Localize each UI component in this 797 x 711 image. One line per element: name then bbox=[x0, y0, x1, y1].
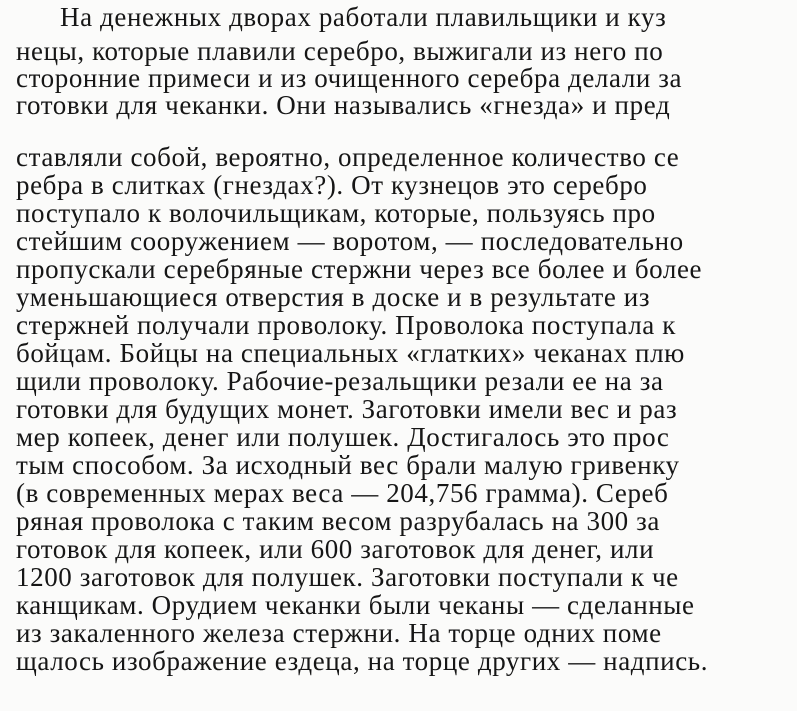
text-line-14: готовки для будущих монет. Заготовки имели вес и раз bbox=[16, 394, 678, 424]
text-line-12: бойцам. Бойцы на специальных «глатких» чеканах плю bbox=[16, 338, 685, 368]
text-line-19: готовок для копеек, или 600 заготовок для денег, или bbox=[16, 534, 655, 564]
text-line-21: канщикам. Орудием чеканки были чеканы — сделанные bbox=[16, 590, 695, 620]
text-line-15: мер копеек, денег или полушек. Достигалось это прос bbox=[16, 422, 670, 452]
text-line-1: На денежных дворах работали плавильщики и куз bbox=[60, 2, 667, 32]
text-line-20: 1200 заготовок для полушек. Заготовки поступали к че bbox=[16, 562, 679, 592]
text-line-2: нецы, которые плавили серебро, выжигали из него по bbox=[16, 36, 664, 66]
text-line-13: щили проволоку. Рабочие-резальщики резали ее на за bbox=[16, 366, 664, 396]
text-line-9: пропускали серебряные стержни через все более и более bbox=[16, 254, 703, 284]
text-line-5: ставляли собой, вероятно, определенное количество се bbox=[16, 142, 680, 172]
text-line-22: из закаленного железа стержни. На торце одних поме bbox=[16, 618, 662, 648]
text-line-8: стейшим сооружением — воротом, — последовательно bbox=[16, 226, 684, 256]
text-line-23: щалось изображение ездеца, на торце других — надпись. bbox=[16, 646, 709, 676]
text-line-11: стержней получали проволоку. Проволока поступала к bbox=[16, 310, 676, 340]
text-line-18: ряная проволока с таким весом разрубалась на 300 за bbox=[16, 506, 660, 536]
text-line-16: тым способом. За исходный вес брали малую гривенку bbox=[16, 450, 680, 480]
text-line-3: сторонние примеси и из очищенного серебра делали за bbox=[16, 63, 683, 93]
text-line-7: поступало к волочильщикам, которые, пользуясь про bbox=[16, 198, 656, 228]
text-line-17: (в современных мерах веса — 204,756 грамма). Сереб bbox=[16, 478, 669, 508]
text-line-6: ребра в слитках (гнездах?). От кузнецов это серебро bbox=[16, 170, 648, 200]
text-line-4: готовки для чеканки. Они назывались «гнезда» и пред bbox=[16, 90, 671, 120]
text-line-10: уменьшающиеся отверстия в доске и в результате из bbox=[16, 282, 651, 312]
